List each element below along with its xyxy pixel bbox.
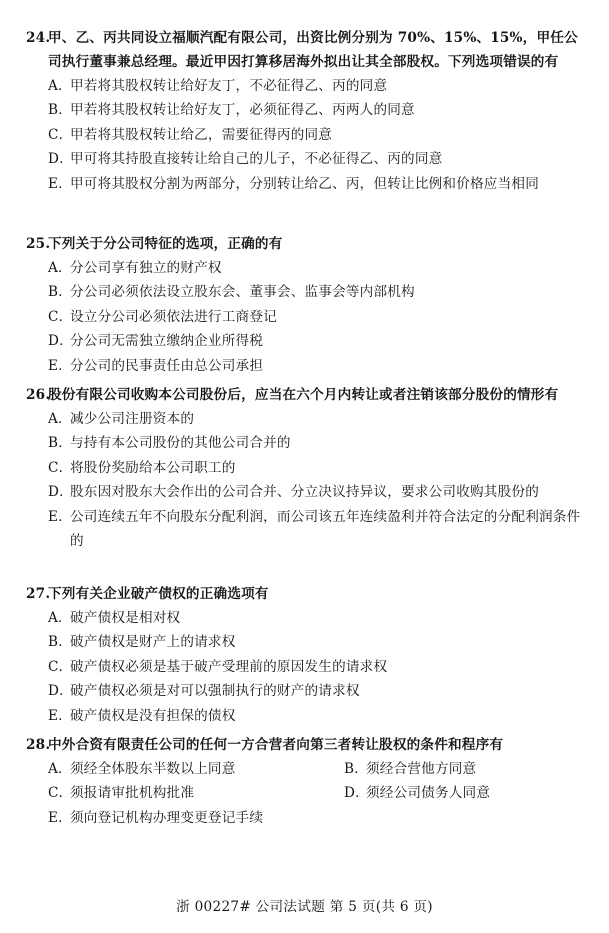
question-stem (26, 232, 586, 256)
option-letter: B． (48, 102, 72, 119)
option-grid (26, 757, 586, 806)
option-d (26, 679, 586, 703)
option-b (26, 431, 586, 455)
option-b (26, 280, 586, 304)
question-stem (26, 26, 586, 74)
option-a (26, 407, 586, 431)
question-24 (26, 26, 586, 196)
option-letter: C． (48, 658, 73, 675)
option-letter: B． (344, 761, 368, 777)
option-letter: B． (48, 284, 72, 301)
option-c (26, 305, 586, 329)
option-a (26, 757, 344, 781)
option-letter: D． (344, 785, 369, 802)
option-a (26, 606, 586, 630)
question-28 (26, 733, 586, 830)
option-text: 与持有本公司股份的其他公司合并的 (70, 435, 291, 452)
option-text: 甲若将其股权转让给好友丁，必须征得乙、丙两人的同意 (70, 102, 415, 119)
option-letter: C． (48, 308, 73, 325)
option-text: 甲若将其股权转让给好友丁，不必征得乙、丙的同意 (70, 78, 388, 94)
option-text: 甲可将其持股直接转让给自己的儿子，不必征得乙、丙的同意 (70, 151, 443, 168)
question-26 (26, 383, 586, 553)
option-text: 破产债权是相对权 (70, 610, 181, 626)
option-c (26, 655, 586, 679)
question-stem (26, 383, 586, 407)
option-d (344, 781, 564, 805)
option-text: 破产债权必须是对可以强制执行的财产的请求权 (70, 683, 360, 700)
option-letter: A． (48, 761, 72, 777)
option-list (26, 606, 586, 728)
question-number: 28. (26, 737, 51, 753)
question-text: 下列有关企业破产债权的正确选项有 (48, 586, 269, 602)
option-letter: D． (48, 151, 73, 168)
option-text: 分公司享有独立的财产权 (70, 260, 222, 276)
option-letter: A． (48, 411, 72, 427)
option-e (26, 806, 586, 830)
option-letter: B． (48, 634, 72, 651)
question-text: 股份有限公司收购本公司股份后，应当在六个月内转让或者注销该部分股份的情形有 (48, 387, 559, 403)
option-letter: A． (48, 260, 72, 276)
question-25 (26, 232, 586, 378)
option-text: 须报请审批机构批准 (70, 785, 195, 802)
option-b (344, 757, 564, 781)
option-letter: C． (48, 126, 73, 143)
option-letter: D． (48, 683, 73, 700)
option-a (26, 74, 586, 98)
option-d (26, 329, 586, 353)
option-list (26, 256, 586, 378)
option-c (26, 781, 344, 805)
option-text: 分公司无需独立缴纳企业所得税 (70, 333, 264, 350)
question-text: 下列关于分公司特征的选项，正确的有 (48, 236, 283, 252)
question-number: 24. (26, 30, 51, 46)
option-e (26, 354, 586, 378)
option-text: 甲可将其股权分割为两部分，分别转让给乙、丙，但转让比例和价格应当相同 (70, 175, 539, 192)
option-letter: E． (48, 508, 72, 525)
question-number: 25. (26, 236, 51, 252)
option-d (26, 147, 586, 171)
option-text: 甲若将其股权转让给乙，需要征得丙的同意 (70, 126, 333, 143)
option-text: 须经全体股东半数以上同意 (70, 761, 236, 777)
option-c (26, 123, 586, 147)
question-27 (26, 582, 586, 728)
question-number: 27. (26, 586, 51, 602)
option-b (26, 98, 586, 122)
option-letter: E． (48, 175, 72, 192)
option-list (26, 74, 586, 196)
option-letter: E． (48, 809, 72, 826)
option-b (26, 630, 586, 654)
option-letter: D． (48, 484, 73, 501)
question-stem (26, 733, 586, 757)
option-d (26, 480, 586, 504)
option-text: 须向登记机构办理变更登记手续 (70, 809, 264, 826)
option-text: 减少公司注册资本的 (70, 411, 195, 427)
option-text: 须经公司债务人同意 (366, 785, 491, 802)
option-text: 将股份奖励给本公司职工的 (70, 459, 236, 476)
option-letter: C． (48, 785, 73, 802)
question-text: 甲、乙、丙共同设立福顺汽配有限公司，出资比例分别为 70%、15%、15%，甲任公司执行董事兼总经理。最近甲因打算移居海外拟出让其全部股权。下列选项错误的有 (48, 30, 578, 70)
option-c (26, 456, 586, 480)
option-text: 破产债权是没有担保的债权 (70, 707, 236, 724)
question-text: 中外合资有限责任公司的任何一方合营者向第三者转让股权的条件和程序有 (48, 737, 504, 753)
option-letter: A． (48, 78, 72, 94)
option-text: 股东因对股东大会作出的公司合并、分立决议持异议，要求公司收购其股份的 (70, 484, 539, 501)
page-footer: 浙 00227# 公司法试题 第 5 页(共 6 页) (176, 899, 433, 915)
option-text: 破产债权必须是基于破产受理前的原因发生的请求权 (70, 658, 388, 675)
option-a (26, 256, 586, 280)
option-letter: E． (48, 357, 72, 374)
option-list (26, 407, 586, 553)
option-e (26, 704, 586, 728)
option-text: 分公司的民事责任由总公司承担 (70, 357, 264, 374)
option-letter: B． (48, 435, 72, 452)
question-number: 26. (26, 387, 51, 403)
option-letter: A． (48, 610, 72, 626)
option-text: 破产债权是财产上的请求权 (70, 634, 236, 651)
option-e (26, 172, 586, 196)
option-text: 设立分公司必须依法进行工商登记 (70, 308, 277, 325)
option-text: 分公司必须依法设立股东会、董事会、监事会等内部机构 (70, 284, 415, 301)
option-text: 公司连续五年不向股东分配利润，而公司该五年连续盈利并符合法定的分配利润条件的 (70, 508, 581, 550)
option-letter: E． (48, 707, 72, 724)
question-stem (26, 582, 586, 606)
option-letter: C． (48, 459, 73, 476)
option-text: 须经合营他方同意 (366, 761, 477, 777)
option-e (26, 505, 586, 554)
option-letter: D． (48, 333, 73, 350)
